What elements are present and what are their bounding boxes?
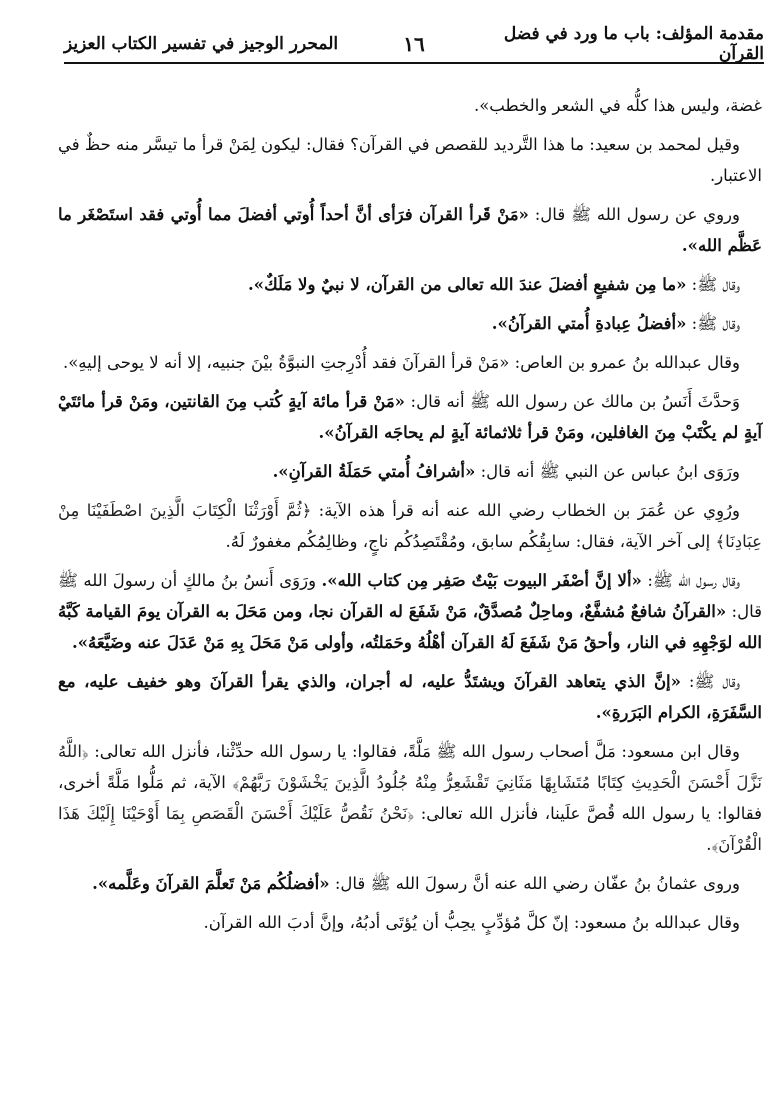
paragraph [58,129,762,191]
paragraph [58,199,762,261]
hadith-quote: «إنَّ الذي يتعاهد القرآنَ ويشتَدُّ عليه، له أجران، والذي يقرأ القرآنَ وهو خفيف عليه، مع السَّفَرَةِ، الكرام البَرَرةِ». [58,672,762,722]
paragraph [58,386,762,448]
hadith-quote: «أفضلُكُم مَنْ تَعلَّمَ القرآنَ وعَلَّمه». [92,874,330,893]
paragraph [58,666,762,728]
text-run: . [706,835,712,854]
hadith-quote: «ألا إنَّ أصْفَر البيوت بَيْتٌ صَفِر مِن كتاب الله». [321,571,642,590]
text-run: وقال ﷺ: [680,672,740,691]
text-run: وقيل لمحمد بن سعيد: ما هذا التَّرديد للقصص في القرآن؟ فقال: ليكون لِمَنْ قرأ ما تيسَّر منه حظٌ في الاعتبار. [58,135,762,185]
text-run: وَحدَّثَ أَنَسُ بن مالك عن رسول الله ﷺ أنه قال: [404,392,740,411]
body-text [58,90,762,946]
paragraph [58,868,762,899]
quran-verse: ﴿نَحْنُ نَقُصُّ عَلَيْكَ أَحْسَنَ الْقَصَصِ بِمَا أَوْحَيْنَا إِلَيْكَ هَذَا الْقُرْآنَ﴾ [58,804,762,854]
text-run: وروى عثمانُ بنُ عفّان رضي الله عنه أنَّ رسولَ الله ﷺ قال: [329,874,740,893]
chapter-title: مقدمة المؤلف: باب ما ورد في فضل القرآن [503,24,764,64]
paragraph [58,269,762,300]
header-rule [64,62,764,64]
text-run: الآية، ثم مَلُّوا مَلَّةً أخرى، فقالوا: يا رسول الله قُصَّ علَينا، فأنزل الله تعالى: [58,773,762,823]
text-run: وقال ابن مسعود: مَلَّ أصحاب رسول الله ﷺ مَلَّةً، فقالوا: يا رسول الله حدِّثْنا، فأنزل الله تعالى: [88,742,740,761]
text-run: ورَوَى ابنُ عباس عن النبي ﷺ أنه قال: [475,462,740,481]
text-run: وقال عبدالله بنُ عمرو بن العاص: «مَنْ قرأ القرآنَ فقد أُدْرِجتِ النبوَّةُ بيْنَ جنبيه، إلا أنه لا يوحى إليهِ». [62,353,740,372]
hadith-quote: «أشرافُ أُمتي حَمَلَةُ القرآنِ». [272,462,476,481]
page-number: ١٦ [403,32,425,56]
paragraph [58,90,762,121]
quran-verse: ﴿ثُمَّ أَوْرَثْنَا الْكِتَابَ الَّذِينَ اصْطَفَيْنَا مِنْ عِبَادِنَا﴾ [58,501,762,551]
paragraph [58,347,762,378]
hadith-quote: «أفضلُ عِبادةِ أُمتي القرآنُ». [491,314,687,333]
text-run: وقال رسول الله ﷺ: [641,571,740,590]
text-run: وقال عبدالله بنُ مسعود: إنّ كلَّ مُؤدِّبٍ يحِبُّ أن يُؤتَى أدبُهُ، وإنَّ أدبَ الله القرآن. [203,913,740,932]
text-run: وروي عن رسول الله ﷺ قال: [528,205,740,224]
hadith-quote: «ما مِن شفيعٍ أفضلَ عندَ الله تعالى من القرآن، لا نبيٌ ولا مَلَكٌ». [248,275,687,294]
paragraph [58,736,762,860]
text-run: وقال ﷺ: [686,314,740,333]
hadith-quote: «القرآنُ شافعٌ مُشفَّعٌ، وماحِلٌ مُصدَّقٌ، مَنْ شَفَعَ له القرآن نجا، ومن مَحَلَ به القرآن يومَ القيامة كَبَّهُ الله لوَجْهِهِ في النار، وأحقُ مَنْ شَفَعَ لَهُ القرآن أهْلُهُ وحَمَلتُه، وأولى مَنْ مَحَلَ بِهِ مَنْ عَدَلَ عنه وضَيَّعَهُ». [58,602,762,652]
book-title: المحرر الوجيز في تفسير الكتاب العزيز [64,34,339,54]
paragraph [58,907,762,938]
running-header [64,24,764,64]
text-run: إلى آخر الآية، فقال: سابِقُكُم سابق، ومُقْتَصِدُكُم ناجٍ، وظالِمُكُم مغفورٌ لَهُ. [225,532,716,551]
quran-verse: ﴿اللَّهُ نَزَّلَ أَحْسَنَ الْحَدِيثِ كِتَابًا مُتَشَابِهًا مَثَانِيَ تَقْشَعِرُّ مِنْهُ جُلُودُ الَّذِينَ يَخْشَوْنَ رَبَّهُمْ﴾ [58,742,762,792]
text-run: ورُوِي عن عُمَرَ بن الخطاب رضي الله عنه أنه قرأ هذه الآية: [311,501,740,520]
text-run: ورَوَى أَنسُ بنُ مالكٍ أن رسولَ الله ﷺ قال: [58,571,762,621]
paragraph [58,565,762,658]
paragraph [58,456,762,487]
text-run: غضة، وليس هذا كلُّه في الشعر والخطب». [473,96,762,115]
hadith-quote: «مَنْ قَرأ القرآن فرَأى أنَّ أحداً أُوتي أفضلَ مما أُوتي فقد استَصْغَر ما عَظَّم الله». [58,205,762,255]
paragraph [58,495,762,557]
text-run: وقال ﷺ: [686,275,740,294]
paragraph [58,308,762,339]
hadith-quote: «مَنْ قرأ مائة آيةٍ كُتب مِنَ القانتين، ومَنْ قرأ مائتَيْ آيةٍ لم يكْتَبْ مِنَ الغافلين، ومَنْ قرأ ثلاثمائة آيةٍ لم يحاجَه القرآنُ». [58,392,762,442]
